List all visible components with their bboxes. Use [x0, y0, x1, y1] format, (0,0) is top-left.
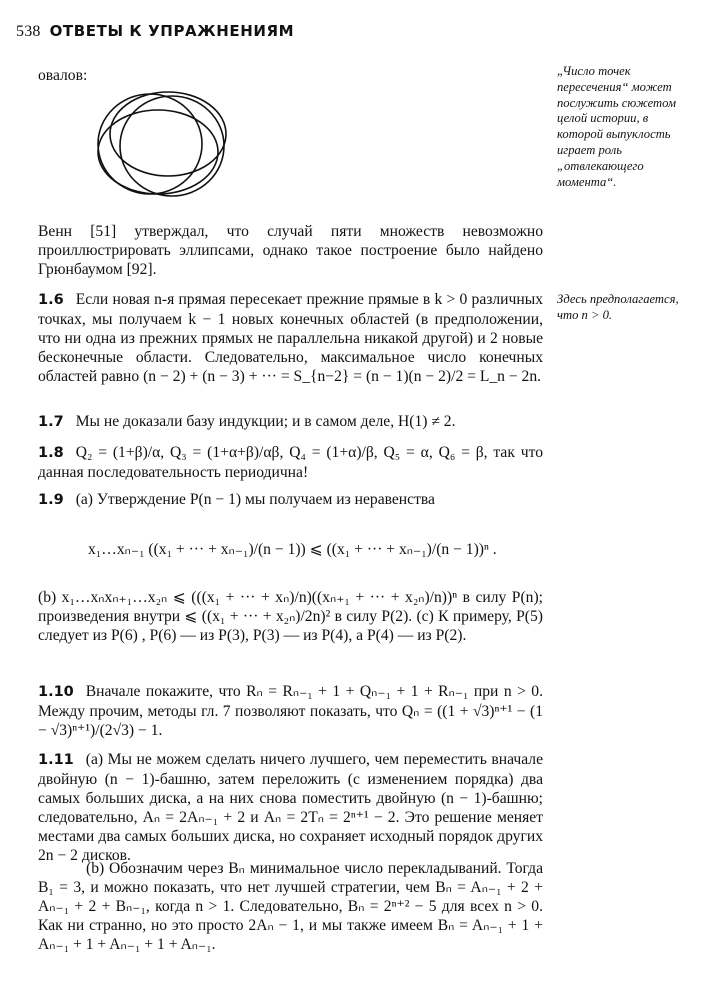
- answer-number: 1.11: [38, 752, 74, 768]
- running-head: ОТВЕТЫ К УПРАЖНЕНИЯМ: [49, 22, 295, 40]
- answer-1-11-a: [38, 750, 543, 865]
- answer-1-10: [38, 682, 543, 740]
- answer-text: Вначале покажите, что Rₙ = Rₙ₋₁ + 1 + Qₙ₋₁ + 1 + Rₙ₋₁ при n > 0. Между прочим, методы гл. 7 позволяют показать, что Qₙ = ((1 + √3)ⁿ⁺¹ − (1 − √3)ⁿ⁺¹)/(2√3) − 1.: [38, 683, 543, 739]
- answer-text: (a) Утверждение P(n − 1) мы получаем из неравенства: [75, 491, 435, 508]
- display-formula-1-9: x₁…xₙ₋₁ ((x₁ + ··· + xₙ₋₁)/(n − 1)) ⩽ ((x₁ + ··· + xₙ₋₁)/(n − 1))ⁿ .: [88, 541, 497, 558]
- answer-text: Q₂ = (1+β)/α, Q₃ = (1+α+β)/αβ, Q₄ = (1+α)/β, Q₅ = α, Q₆ = β, так что данная последовательность периодична!: [38, 444, 543, 481]
- answer-1-11-b: (b) Обозначим через Bₙ минимальное число перекладываний. Тогда B₁ = 3, и можно показать, что нет лучшей стратегии, чем Bₙ = Aₙ₋₁ + 2 + Aₙ₋₁ + 2 + Bₙ₋₁, когда n > 1. Следовательно, Bₙ = 2ⁿ⁺² − 5 для всех n > 0. Как ни странно, но это просто 2Aₙ − 1, и мы также имеем Bₙ = Aₙ₋₁ + 1 + Aₙ₋₁ + 1 + Aₙ₋₁ + 1 + Aₙ₋₁.: [38, 860, 543, 953]
- answer-number: 1.9: [38, 492, 64, 508]
- answer-text: (a) Мы не можем сделать ничего лучшего, чем переместить вначале двойную (n − 1)-башню, затем переложить (с изменением порядка) два самых больших диска, а на них снова поместить двойную (n − 1)-башню; следовательно, Aₙ = 2Aₙ₋₁ + 2 и Aₙ = 2Tₙ = 2ⁿ⁺¹ − 2. Это решение меняет местами два самых больших диска, но сохраняет исходный порядок других 2n − 2 дисков.: [38, 751, 543, 864]
- answer-1-6: [38, 290, 543, 386]
- answer-text: Если новая n-я прямая пересекает прежние прямые в k > 0 различных точках, мы получаем k − 1 новых конечных областей (в предположении, что ни одна из прежних прямых не параллельна никакой другой) и 2 новые бесконечные области. Следовательно, максимальное число конечных областей равно (n − 2) + (n − 3) + ··· = S_{n−2} = (n − 1)(n − 2)/2 = L_n − 2n.: [38, 291, 543, 385]
- answer-1-8: [38, 443, 543, 482]
- answer-1-9-a: [38, 490, 543, 510]
- page-header: [16, 22, 294, 41]
- venn-paragraph: Венн [51] утверждал, что случай пяти множеств невозможно проиллюстрировать эллипсами, однако такое построение было найдено Грюнбаумом [92].: [38, 223, 543, 278]
- venn-four-ellipses-icon: [90, 86, 240, 206]
- intro-word: овалов:: [38, 67, 88, 84]
- answer-1-7: [38, 412, 543, 432]
- page-number: 538: [16, 23, 41, 40]
- answer-number: 1.6: [38, 292, 64, 308]
- answer-number: 1.8: [38, 445, 64, 461]
- answer-number: 1.7: [38, 414, 64, 430]
- margin-note-intersections: „Число точек пересечения“ может послужить сюжетом целой истории, в которой выпуклость играет роль „отвлекающего момента“.: [557, 64, 676, 189]
- answer-1-9-b: (b) x₁…xₙxₙ₊₁…x₂ₙ ⩽ (((x₁ + ··· + xₙ)/n)((xₙ₊₁ + ··· + x₂ₙ)/n))ⁿ в силу P(n); произведения внутри ⩽ ((x₁ + ··· + x₂ₙ)/2n)² в силу P(2). (c) К примеру, P(5) следует из P(6) , P(6) — из P(3), P(3) — из P(4), а P(4) — из P(2).: [38, 589, 543, 644]
- margin-note-n-positive: Здесь предполагается, что n > 0.: [557, 292, 679, 322]
- answer-number: 1.10: [38, 684, 74, 700]
- answer-text: Мы не доказали базу индукции; и в самом деле, H(1) ≠ 2.: [75, 413, 456, 430]
